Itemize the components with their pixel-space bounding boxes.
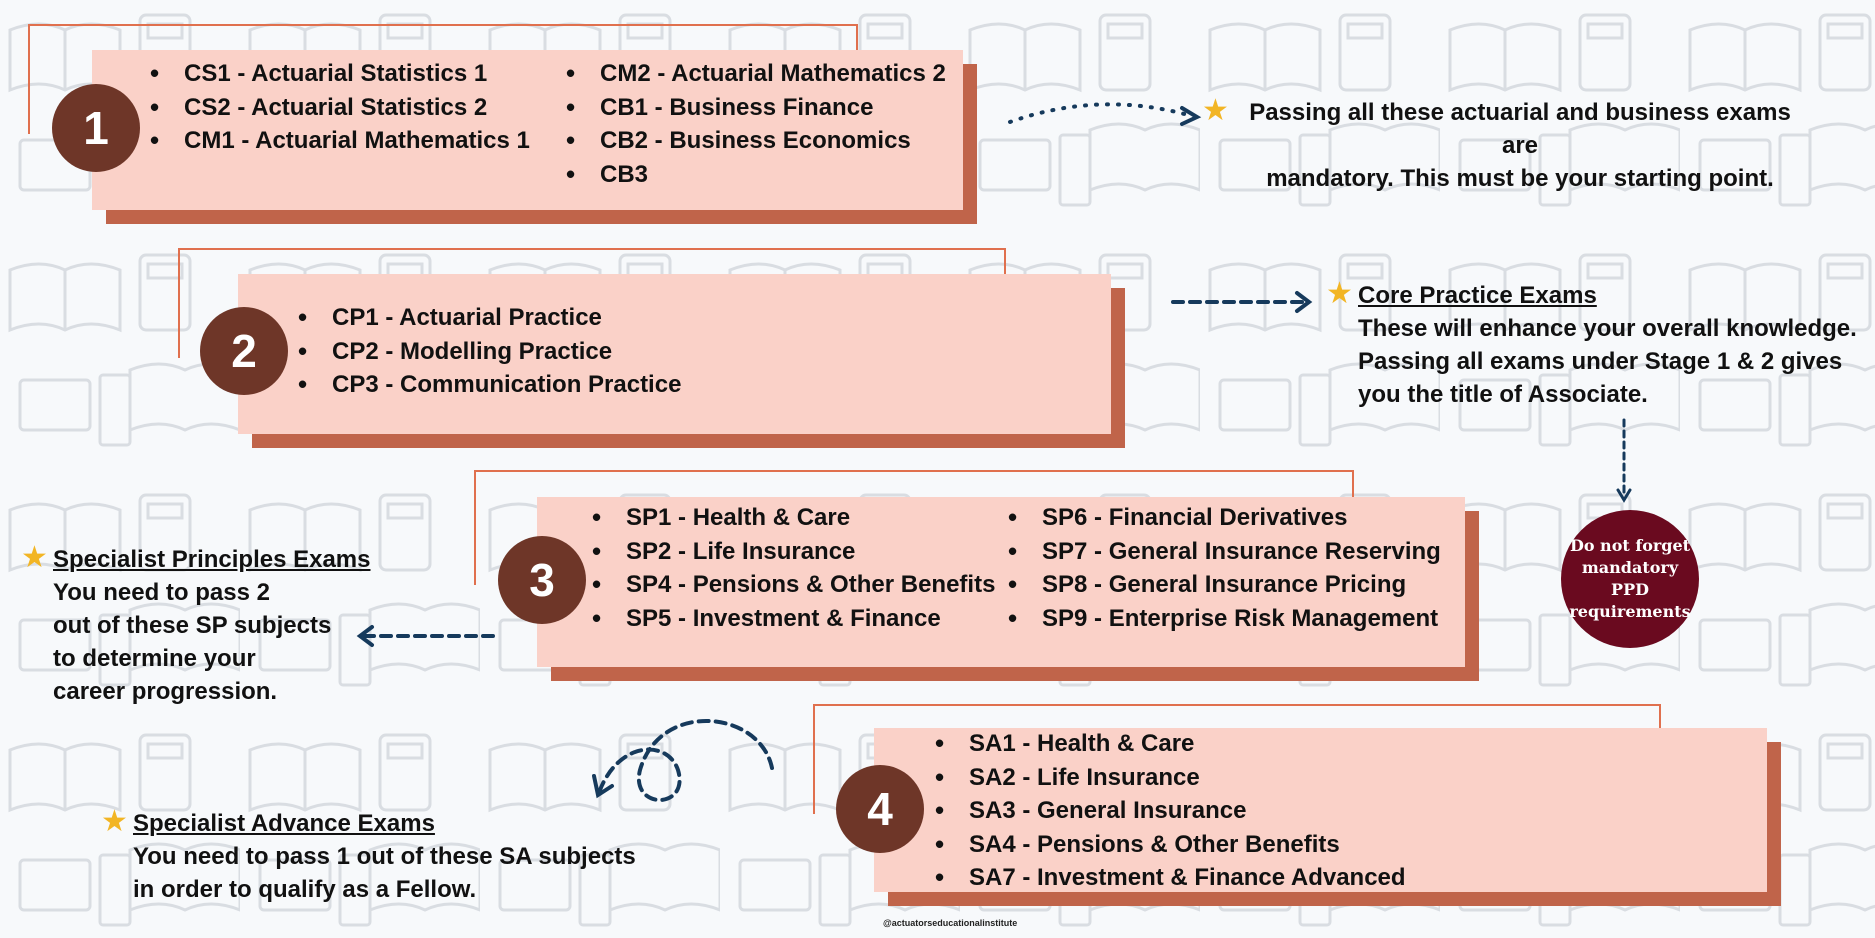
- list-item: • CB3: [566, 158, 946, 192]
- stage-3-badge: 3: [498, 536, 586, 624]
- stage-1-badge: 1: [52, 84, 140, 172]
- star-icon: ★: [101, 805, 128, 838]
- stage-3-note-heading: Specialist Principles Exams: [53, 546, 371, 573]
- list-item: • CP1 - Actuarial Practice: [298, 301, 681, 335]
- stage-4-badge: 4: [836, 765, 924, 853]
- ppd-reminder: Do not forget mandatory PPD requirements: [1561, 510, 1699, 648]
- stage-1-note-line1: Passing all these actuarial and business exams are: [1249, 99, 1791, 159]
- list-item: • SP9 - Enterprise Risk Management: [1008, 602, 1441, 636]
- list-item: • SP6 - Financial Derivatives: [1008, 501, 1441, 535]
- list-item: • CB2 - Business Economics: [566, 124, 946, 158]
- list-item: • CM1 - Actuarial Mathematics 1: [150, 124, 530, 158]
- arrow-stage-4: [600, 721, 772, 800]
- star-icon: ★: [1202, 94, 1229, 127]
- list-item: • CS2 - Actuarial Statistics 2: [150, 91, 530, 125]
- stage-2-note: [1326, 277, 1857, 411]
- stage-3-note-line1: You need to pass 2: [53, 579, 270, 606]
- stage-2-note-heading: Core Practice Exams: [1358, 282, 1597, 309]
- list-item: • SA2 - Life Insurance: [935, 761, 1406, 795]
- stage-1-note: [1202, 94, 1806, 195]
- stage-2-note-line3: you the title of Associate.: [1358, 381, 1648, 408]
- list-item: • SP5 - Investment & Finance: [592, 602, 995, 636]
- stage-4-note-heading: Specialist Advance Exams: [133, 810, 435, 837]
- stage-4-note: [101, 805, 636, 906]
- list-item: • SP7 - General Insurance Reserving: [1008, 535, 1441, 569]
- arrow-stage-1: [1010, 104, 1192, 122]
- stage-2-badge: 2: [200, 307, 288, 395]
- stage-2-note-line2: Passing all exams under Stage 1 & 2 gives: [1358, 348, 1843, 375]
- credit-handle: @actuatorseducationalinstitute: [883, 918, 1018, 928]
- list-item: • SA4 - Pensions & Other Benefits: [935, 828, 1406, 862]
- stage-3-note-line4: career progression.: [53, 678, 278, 705]
- list-item: • SA1 - Health & Care: [935, 727, 1406, 761]
- list-item: • CB1 - Business Finance: [566, 91, 946, 125]
- list-item: • SP1 - Health & Care: [592, 501, 995, 535]
- list-item: • CS1 - Actuarial Statistics 1: [150, 57, 530, 91]
- list-item: • CP3 - Communication Practice: [298, 368, 681, 402]
- star-icon: ★: [1326, 277, 1353, 310]
- list-item: • SA7 - Investment & Finance Advanced: [935, 861, 1406, 895]
- list-item: • SA3 - General Insurance: [935, 794, 1406, 828]
- list-item: • SP4 - Pensions & Other Benefits: [592, 568, 995, 602]
- stage-3-note: [21, 541, 371, 708]
- arrow-stage-1-head: [1182, 108, 1197, 124]
- list-item: • SP2 - Life Insurance: [592, 535, 995, 569]
- stage-4-note-line1: You need to pass 1 out of these SA subjects: [133, 843, 636, 870]
- stage-1-note-line2: mandatory. This must be your starting point.: [1266, 165, 1774, 192]
- stage-3-note-line3: to determine your: [53, 645, 256, 672]
- stage-2-note-line1: These will enhance your overall knowledge.: [1358, 315, 1857, 342]
- stage-4-note-line2: in order to qualify as a Fellow.: [133, 876, 477, 903]
- stage-3-note-line2: out of these SP subjects: [53, 612, 332, 639]
- star-icon: ★: [21, 541, 48, 574]
- list-item: • CP2 - Modelling Practice: [298, 335, 681, 369]
- list-item: • SP8 - General Insurance Pricing: [1008, 568, 1441, 602]
- list-item: • CM2 - Actuarial Mathematics 2: [566, 57, 946, 91]
